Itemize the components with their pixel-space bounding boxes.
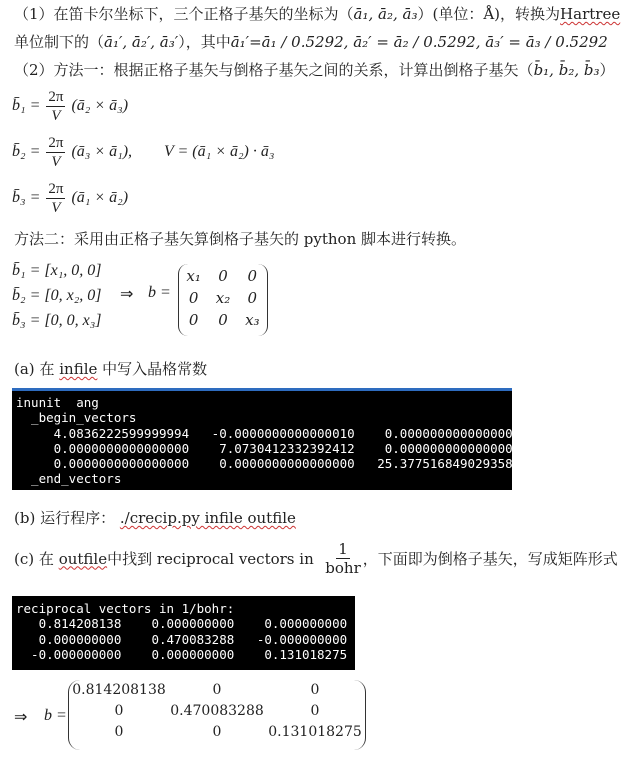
intro-line-2 <box>14 32 608 52</box>
step-c-label: (c) <box>14 549 35 568</box>
small-matrix-cell: 0 <box>188 289 199 307</box>
eq-b3-den: V <box>51 200 61 216</box>
step-c-num: 1 <box>338 540 348 558</box>
eq-b1-fraction <box>46 88 65 125</box>
eq-b1-den: V <box>51 108 61 124</box>
small-matrix-cell: x₃ <box>245 311 260 329</box>
equation-b3 <box>12 180 128 217</box>
terminal-vector-row: 4.0836222599999994 -0.0000000000000010 0.0000000000000000 <box>16 425 521 441</box>
final-matrix-cell: 0 <box>310 682 320 698</box>
terminal-outfile <box>12 596 355 670</box>
terminal-vector-row: 0.0000000000000000 7.0730412332392412 0.0000000000000000 <box>16 440 521 456</box>
small-matrix-cell: x₂ <box>215 289 231 307</box>
final-matrix <box>68 680 366 750</box>
small-matrix-cell: x₁ <box>186 267 201 285</box>
step-c-pre: 在 <box>38 549 54 568</box>
step-c-post: ，下面即为倒格子基矢，写成矩阵形式 <box>362 549 618 568</box>
terminal-header: reciprocal vectors in 1/bohr: <box>16 601 235 616</box>
matrix-b-label-2: b = <box>44 707 67 724</box>
terminal-reciprocal-row: 0.000000000 0.470083288 -0.000000000 <box>16 631 348 647</box>
units-mid: ），其中 <box>178 33 231 51</box>
lattice-vectors: ā₁, ā₂, ā₃ <box>353 5 418 23</box>
implies-arrow-1: ⇒ <box>120 286 134 303</box>
eq-b1-rhs: (ā₂ × ā₃) <box>71 97 129 115</box>
units-prefix: 单位制下的（ <box>14 33 105 51</box>
method1-close: ） <box>599 61 615 79</box>
eq-b2-num: 2π <box>48 135 64 151</box>
eq-b1-num: 2π <box>48 89 64 105</box>
hartree-word: Hartree <box>560 5 621 23</box>
equation-b1 <box>12 88 128 125</box>
eq-b3-rhs: (ā₁ × ā₂) <box>71 189 129 207</box>
simple-vector-3: b̄₃ = [0, 0, x₃] <box>12 312 102 329</box>
scaled-vectors: ā₁′, ā₂′, ā₃′ <box>104 33 179 51</box>
step-a <box>14 359 207 379</box>
terminal-line: inunit ang <box>16 395 99 410</box>
intro-prefix: （1）在笛卡尔坐标下，三个正格子基矢的坐标为（ <box>14 5 354 23</box>
eq-b2-den: V <box>51 154 61 170</box>
outfile-word: outfile <box>58 549 108 568</box>
step-c <box>14 540 618 577</box>
step-b-label: (b) <box>14 509 36 527</box>
run-command: ./crecip.py infile outfile <box>119 509 296 527</box>
reciprocal-vectors: b̄₁, b̄₂, b̄₃ <box>533 61 600 79</box>
step-c-den: bohr <box>325 559 361 577</box>
terminal-reciprocal-row: -0.000000000 0.000000000 0.131018275 <box>16 646 348 662</box>
equation-b2 <box>12 134 274 171</box>
final-matrix-cell: 0.470083288 <box>170 703 264 719</box>
eq-b1-lhs: b̄₁ = <box>12 97 41 115</box>
method1-text: （2）方法一：根据正格子基矢与倒格子基矢之间的关系，计算出倒格子基矢（ <box>14 61 534 79</box>
eq-b2-lhs: b̄₂ = <box>12 143 41 161</box>
method2-line: 方法二：采用由正格子基矢算倒格子基矢的 python 脚本进行转换。 <box>14 230 466 248</box>
infile-word: infile <box>59 360 98 378</box>
small-matrix-cell: 0 <box>188 311 199 329</box>
final-matrix-cell: 0 <box>114 724 124 740</box>
eq-b2-fraction <box>46 134 65 171</box>
step-a-pre: 在 <box>39 360 55 378</box>
eq-b2-rhs: (ā₃ × ā₁), <box>71 143 133 161</box>
volume-formula: V = (ā₁ × ā₂) · ā₃ <box>164 143 275 161</box>
small-matrix-cell: 0 <box>247 289 258 307</box>
terminal-line: _begin_vectors <box>16 410 137 426</box>
final-matrix-cell: 0 <box>212 682 222 698</box>
small-matrix <box>178 264 268 336</box>
terminal-infile <box>12 388 521 490</box>
simple-vector-1: b̄₁ = [x₁, 0, 0] <box>12 262 102 279</box>
simple-vectors <box>12 258 101 333</box>
step-a-post: 中写入晶格常数 <box>102 360 208 378</box>
implies-arrow-2: ⇒ <box>14 709 28 726</box>
step-c-mid: 中找到 reciprocal vectors in <box>107 549 314 568</box>
final-matrix-cell: 0 <box>114 703 124 719</box>
terminal-vector-row: 0.0000000000000000 0.0000000000000000 25.3775168490293588 <box>16 456 521 472</box>
step-c-fraction <box>325 540 360 577</box>
final-matrix-cell: 0.814208138 <box>72 682 166 698</box>
step-b <box>14 508 296 528</box>
step-a-label: (a) <box>14 360 35 378</box>
final-matrix-cell: 0 <box>212 724 222 740</box>
small-matrix-cell: 0 <box>218 311 228 329</box>
intro-suffix: ）(单位：Å)，转换为 <box>417 5 561 23</box>
eq-b3-num: 2π <box>48 181 64 197</box>
eq-b3-lhs: b̄₃ = <box>12 189 41 207</box>
terminal-reciprocal-row: 0.814208138 0.000000000 0.000000000 <box>16 616 348 632</box>
small-matrix-cell: 0 <box>218 267 228 285</box>
matrix-b-label-1: b = <box>148 284 171 301</box>
eq-b3-fraction <box>46 180 65 217</box>
terminal-line: _end_vectors <box>16 471 122 487</box>
intro-line-1 <box>14 4 620 24</box>
conversion-formula: ā₁′=ā₁ / 0.5292, ā₂′ = ā₂ / 0.5292, ā₃′ = ā₃ / 0.5292 <box>230 33 608 51</box>
method1-line <box>14 60 615 80</box>
final-matrix-cell: 0.131018275 <box>268 724 362 740</box>
simple-vector-2: b̄₂ = [0, x₂, 0] <box>12 287 102 304</box>
final-matrix-cell: 0 <box>310 703 320 719</box>
step-b-pre: 运行程序： <box>40 509 116 527</box>
small-matrix-cell: 0 <box>247 267 258 285</box>
